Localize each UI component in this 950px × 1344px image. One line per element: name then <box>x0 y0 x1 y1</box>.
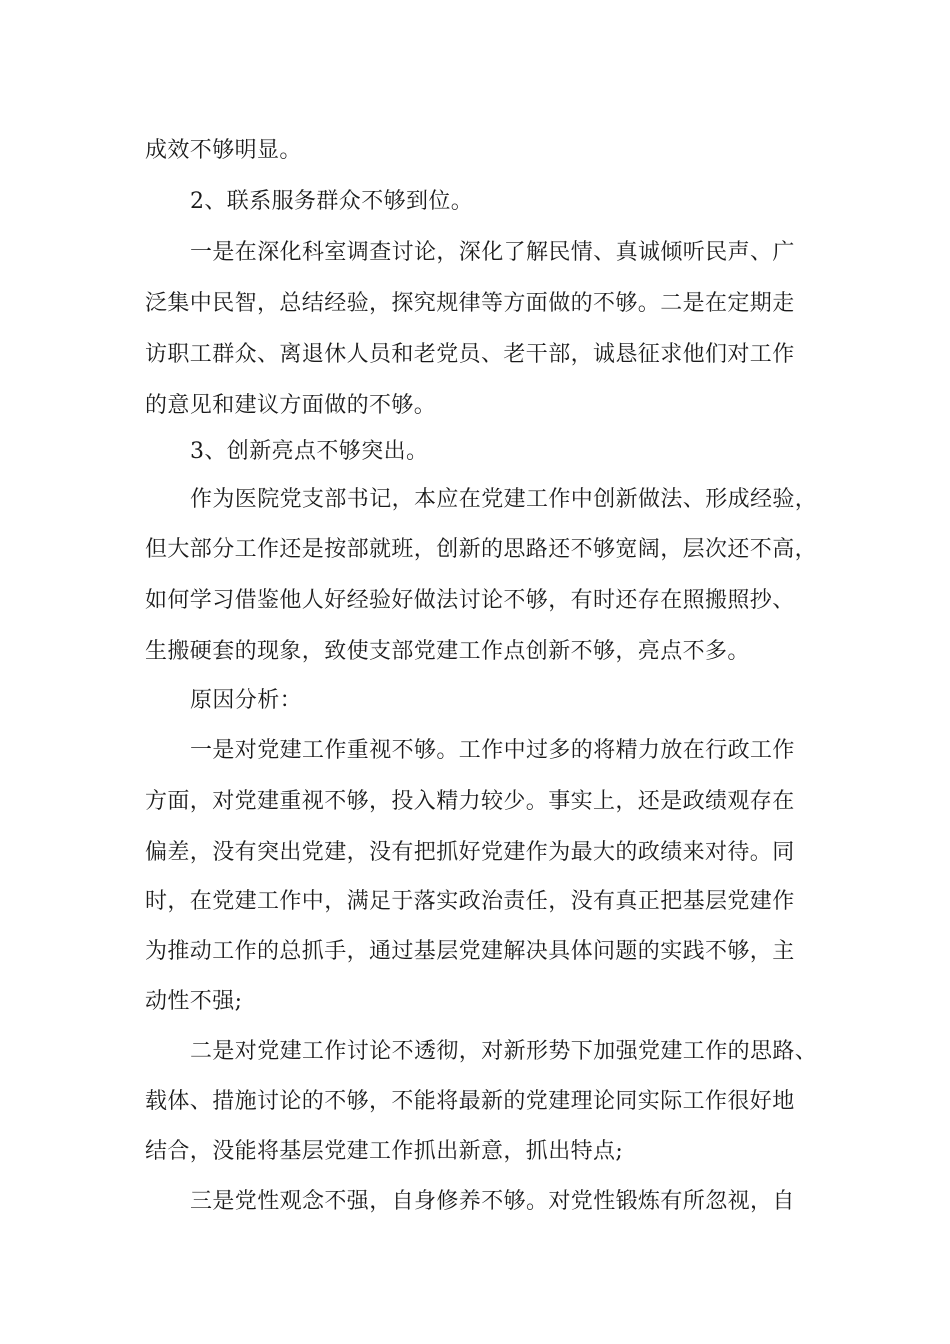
text-line-22: 三是党性观念不强，自身修养不够。对党性锻炼有所忽视，自 <box>190 1189 795 1214</box>
text-line-10: 如何学习借鉴他人好经验好做法讨论不够，有时还存在照搬照抄、 <box>145 588 795 613</box>
text-line-17: 为推动工作的总抓手，通过基层党建解决具体问题的实践不够，主 <box>145 939 795 964</box>
text-line-9: 但大部分工作还是按部就班，创新的思路还不够宽阔，层次还不高， <box>145 537 818 562</box>
text-line-1: 成效不够明显。 <box>145 138 302 163</box>
text-line-21: 结合，没能将基层党建工作抓出新意，抓出特点; <box>145 1139 624 1164</box>
text-line-14: 方面，对党建重视不够，投入精力较少。事实上，还是政绩观存在 <box>145 789 795 814</box>
text-line-5: 访职工群众、离退休人员和老党员、老干部，诚恳征求他们对工作 <box>145 342 795 367</box>
text-line-3: 一是在深化科室调查讨论，深化了解民情、真诚倾听民声、广 <box>190 240 795 265</box>
text-line-20: 载体、措施讨论的不够，不能将最新的党建理论同实际工作很好地 <box>145 1089 795 1114</box>
text-line-2: 2、联系服务群众不够到位。 <box>190 189 474 214</box>
text-line-6: 的意见和建议方面做的不够。 <box>145 393 437 418</box>
text-line-19: 二是对党建工作讨论不透彻，对新形势下加强党建工作的思路、 <box>190 1039 818 1064</box>
text-line-12: 原因分析： <box>190 688 303 713</box>
text-line-7: 3、创新亮点不够突出。 <box>190 439 429 464</box>
text-line-16: 时，在党建工作中，满足于落实政治责任，没有真正把基层党建作 <box>145 889 795 914</box>
text-line-11: 生搬硬套的现象，致使支部党建工作点创新不够，亮点不多。 <box>145 639 750 664</box>
text-line-8: 作为医院党支部书记，本应在党建工作中创新做法、形成经验， <box>190 487 818 512</box>
text-line-13: 一是对党建工作重视不够。工作中过多的将精力放在行政工作 <box>190 738 795 763</box>
text-line-18: 动性不强; <box>145 989 243 1014</box>
text-line-15: 偏差，没有突出党建，没有把抓好党建作为最大的政绩来对待。同 <box>145 840 795 865</box>
text-line-4: 泛集中民智，总结经验，探究规律等方面做的不够。二是在定期走 <box>145 291 795 316</box>
